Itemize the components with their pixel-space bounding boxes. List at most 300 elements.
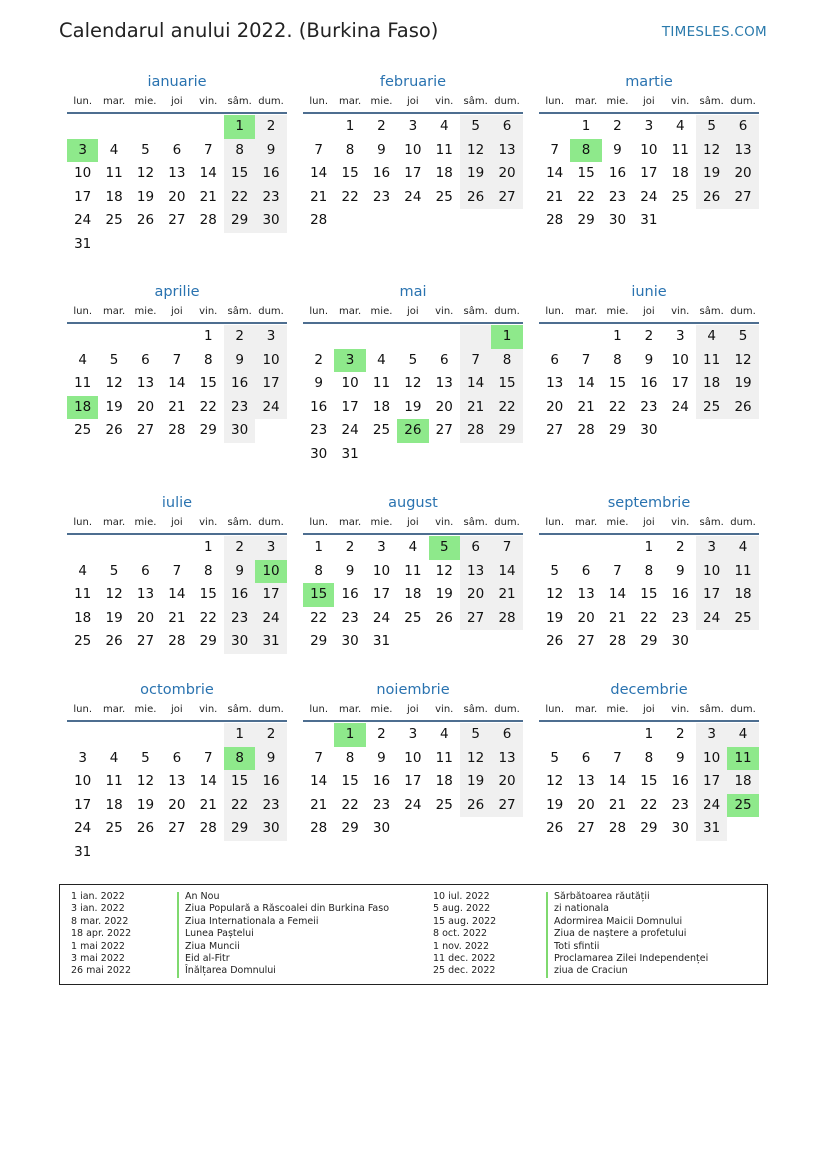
day-cell[interactable]: 29: [199, 422, 217, 439]
day-cell[interactable]: 19: [727, 372, 758, 396]
day-cell[interactable]: 9: [255, 747, 286, 771]
day-cell[interactable]: 29: [640, 633, 658, 650]
day-cell[interactable]: 15: [640, 586, 658, 603]
day-cell[interactable]: 11: [727, 560, 758, 584]
day-cell[interactable]: 30: [224, 419, 255, 443]
day-cell[interactable]: 17: [404, 773, 422, 790]
day-cell[interactable]: 2: [224, 536, 255, 560]
day-cell[interactable]: 22: [199, 609, 217, 626]
day-cell[interactable]: 23: [640, 398, 658, 415]
day-cell[interactable]: 20: [727, 162, 758, 186]
day-cell[interactable]: 18: [727, 770, 758, 794]
day-cell[interactable]: 16: [310, 398, 328, 415]
day-cell[interactable]: 17: [671, 375, 689, 392]
day-cell[interactable]: 9: [255, 139, 286, 163]
day-cell[interactable]: 16: [640, 375, 658, 392]
day-cell[interactable]: 18: [105, 796, 123, 813]
day-cell[interactable]: 1: [224, 115, 255, 139]
day-cell[interactable]: 2: [255, 115, 286, 139]
day-cell[interactable]: 22: [608, 398, 627, 415]
day-cell[interactable]: 23: [255, 186, 286, 210]
day-cell[interactable]: 3: [255, 325, 286, 349]
day-cell[interactable]: 30: [640, 422, 658, 439]
day-cell[interactable]: 12: [435, 562, 453, 579]
day-cell[interactable]: 11: [105, 165, 123, 182]
day-cell[interactable]: 21: [460, 396, 491, 420]
brand-link[interactable]: TIMESLES.COM: [661, 24, 767, 40]
day-cell[interactable]: 12: [460, 139, 491, 163]
day-cell[interactable]: 3: [255, 536, 286, 560]
day-cell[interactable]: 15: [491, 372, 522, 396]
day-cell[interactable]: 16: [671, 586, 689, 603]
day-cell[interactable]: 14: [168, 375, 186, 392]
day-cell[interactable]: 29: [310, 633, 328, 650]
day-cell[interactable]: 1: [491, 325, 522, 349]
day-cell[interactable]: 20: [577, 609, 595, 626]
day-cell[interactable]: 8: [314, 562, 323, 579]
day-cell[interactable]: 20: [460, 583, 491, 607]
day-cell[interactable]: 25: [727, 607, 758, 631]
day-cell[interactable]: 13: [460, 560, 491, 584]
day-cell[interactable]: 20: [435, 398, 453, 415]
day-cell[interactable]: 29: [224, 209, 255, 233]
day-cell[interactable]: 9: [377, 141, 386, 158]
day-cell[interactable]: 20: [136, 398, 155, 415]
day-cell[interactable]: 9: [314, 375, 323, 392]
day-cell[interactable]: 26: [136, 212, 155, 229]
day-cell[interactable]: 3: [644, 118, 654, 134]
day-cell[interactable]: 20: [491, 770, 522, 794]
day-cell[interactable]: 22: [199, 398, 217, 415]
day-cell[interactable]: 30: [671, 820, 689, 837]
day-cell[interactable]: 3: [377, 539, 386, 555]
day-cell[interactable]: 13: [727, 139, 758, 163]
day-cell[interactable]: 3: [696, 536, 727, 560]
day-cell[interactable]: 25: [435, 188, 453, 205]
day-cell[interactable]: 21: [608, 796, 627, 813]
day-cell[interactable]: 17: [341, 398, 359, 415]
day-cell[interactable]: 11: [372, 375, 391, 392]
day-cell[interactable]: 13: [546, 375, 564, 392]
day-cell[interactable]: 21: [577, 398, 595, 415]
day-cell[interactable]: 25: [105, 212, 123, 229]
day-cell[interactable]: 19: [105, 609, 123, 626]
day-cell[interactable]: 26: [696, 186, 727, 210]
day-cell[interactable]: 2: [613, 118, 622, 134]
day-cell[interactable]: 29: [199, 633, 217, 650]
day-cell[interactable]: 2: [675, 726, 685, 742]
day-cell[interactable]: 10: [74, 773, 92, 790]
day-cell[interactable]: 10: [372, 562, 391, 579]
day-cell[interactable]: 27: [136, 633, 155, 650]
day-cell[interactable]: 8: [345, 141, 355, 158]
day-cell[interactable]: 21: [310, 796, 328, 813]
day-cell[interactable]: 10: [404, 749, 422, 766]
day-cell[interactable]: 6: [550, 351, 559, 368]
day-cell[interactable]: 5: [109, 562, 119, 579]
day-cell[interactable]: 1: [613, 328, 622, 344]
day-cell[interactable]: 12: [136, 773, 155, 790]
day-cell[interactable]: 29: [577, 212, 595, 229]
day-cell[interactable]: 5: [141, 141, 150, 158]
day-cell[interactable]: 1: [644, 726, 654, 742]
day-cell[interactable]: 10: [74, 165, 92, 182]
day-cell[interactable]: 12: [136, 165, 155, 182]
day-cell[interactable]: 31: [341, 445, 359, 462]
day-cell[interactable]: 21: [199, 796, 217, 813]
day-cell[interactable]: 8: [644, 749, 654, 766]
day-cell[interactable]: 26: [460, 186, 491, 210]
day-cell[interactable]: 23: [341, 609, 359, 626]
day-cell[interactable]: 19: [460, 162, 491, 186]
day-cell[interactable]: 3: [408, 726, 418, 742]
day-cell[interactable]: 24: [341, 422, 359, 439]
day-cell[interactable]: 18: [404, 586, 422, 603]
day-cell[interactable]: 7: [491, 536, 522, 560]
day-cell[interactable]: 23: [255, 794, 286, 818]
day-cell[interactable]: 8: [203, 351, 213, 368]
day-cell[interactable]: 26: [546, 820, 564, 837]
day-cell[interactable]: 16: [341, 586, 359, 603]
day-cell[interactable]: 6: [581, 749, 591, 766]
day-cell[interactable]: 16: [372, 165, 391, 182]
day-cell[interactable]: 20: [168, 188, 186, 205]
day-cell[interactable]: 12: [546, 586, 564, 603]
day-cell[interactable]: 11: [74, 586, 92, 603]
day-cell[interactable]: 17: [696, 583, 727, 607]
day-cell[interactable]: 7: [172, 562, 182, 579]
day-cell[interactable]: 22: [341, 796, 359, 813]
day-cell[interactable]: 28: [310, 820, 328, 837]
day-cell[interactable]: 19: [546, 796, 564, 813]
day-cell[interactable]: 1: [334, 723, 365, 747]
day-cell[interactable]: 18: [105, 188, 123, 205]
day-cell[interactable]: 2: [224, 325, 255, 349]
day-cell[interactable]: 10: [696, 560, 727, 584]
day-cell[interactable]: 2: [314, 351, 323, 368]
day-cell[interactable]: 13: [577, 773, 595, 790]
day-cell[interactable]: 9: [644, 351, 654, 368]
day-cell[interactable]: 30: [255, 817, 286, 841]
day-cell[interactable]: 17: [255, 372, 286, 396]
day-cell[interactable]: 26: [435, 609, 453, 626]
day-cell[interactable]: 12: [546, 773, 564, 790]
day-cell[interactable]: 3: [675, 328, 685, 344]
day-cell[interactable]: 19: [404, 398, 422, 415]
day-cell[interactable]: 27: [168, 820, 186, 837]
day-cell[interactable]: 4: [78, 351, 87, 368]
day-cell[interactable]: 16: [224, 372, 255, 396]
day-cell[interactable]: 28: [168, 422, 186, 439]
day-cell[interactable]: 29: [491, 419, 522, 443]
day-cell[interactable]: 6: [141, 562, 150, 579]
day-cell[interactable]: 4: [408, 539, 418, 555]
day-cell[interactable]: 23: [372, 188, 391, 205]
day-cell[interactable]: 14: [577, 375, 595, 392]
day-cell[interactable]: 4: [727, 536, 758, 560]
day-cell[interactable]: 17: [640, 165, 658, 182]
day-cell[interactable]: 7: [613, 562, 622, 579]
day-cell[interactable]: 3: [78, 749, 87, 766]
day-cell[interactable]: 24: [671, 398, 689, 415]
day-cell[interactable]: 24: [640, 188, 658, 205]
day-cell[interactable]: 5: [141, 749, 150, 766]
day-cell[interactable]: 27: [435, 422, 453, 439]
day-cell[interactable]: 16: [255, 770, 286, 794]
day-cell[interactable]: 12: [727, 349, 758, 373]
day-cell[interactable]: 31: [74, 843, 92, 860]
day-cell[interactable]: 9: [224, 349, 255, 373]
day-cell[interactable]: 5: [550, 749, 559, 766]
day-cell[interactable]: 7: [172, 351, 182, 368]
day-cell[interactable]: 26: [136, 820, 155, 837]
day-cell[interactable]: 29: [608, 422, 627, 439]
day-cell[interactable]: 24: [74, 820, 92, 837]
day-cell[interactable]: 22: [224, 186, 255, 210]
day-cell[interactable]: 14: [168, 586, 186, 603]
day-cell[interactable]: 25: [435, 796, 453, 813]
day-cell[interactable]: 14: [310, 165, 328, 182]
day-cell[interactable]: 1: [224, 723, 255, 747]
day-cell[interactable]: 15: [224, 770, 255, 794]
day-cell[interactable]: 21: [546, 188, 564, 205]
day-cell[interactable]: 13: [136, 586, 155, 603]
day-cell[interactable]: 25: [727, 794, 758, 818]
day-cell[interactable]: 18: [67, 396, 98, 420]
day-cell[interactable]: 13: [168, 165, 186, 182]
day-cell[interactable]: 6: [172, 749, 182, 766]
day-cell[interactable]: 25: [696, 396, 727, 420]
day-cell[interactable]: 28: [608, 633, 627, 650]
day-cell[interactable]: 23: [671, 609, 689, 626]
day-cell[interactable]: 16: [671, 773, 689, 790]
day-cell[interactable]: 9: [224, 560, 255, 584]
day-cell[interactable]: 19: [460, 770, 491, 794]
day-cell[interactable]: 18: [727, 583, 758, 607]
day-cell[interactable]: 17: [74, 796, 92, 813]
day-cell[interactable]: 1: [644, 539, 654, 555]
day-cell[interactable]: 10: [341, 375, 359, 392]
day-cell[interactable]: 8: [644, 562, 654, 579]
day-cell[interactable]: 13: [577, 586, 595, 603]
day-cell[interactable]: 27: [491, 186, 522, 210]
day-cell[interactable]: 19: [136, 188, 155, 205]
day-cell[interactable]: 21: [310, 188, 328, 205]
day-cell[interactable]: 7: [203, 141, 213, 158]
day-cell[interactable]: 24: [404, 796, 422, 813]
day-cell[interactable]: 18: [696, 372, 727, 396]
day-cell[interactable]: 16: [224, 583, 255, 607]
day-cell[interactable]: 6: [439, 351, 449, 368]
day-cell[interactable]: 28: [168, 633, 186, 650]
day-cell[interactable]: 1: [581, 118, 591, 134]
day-cell[interactable]: 22: [491, 396, 522, 420]
day-cell[interactable]: 18: [372, 398, 391, 415]
day-cell[interactable]: 5: [460, 115, 491, 139]
day-cell[interactable]: 10: [404, 141, 422, 158]
day-cell[interactable]: 23: [224, 396, 255, 420]
day-cell[interactable]: 28: [608, 820, 627, 837]
day-cell[interactable]: 30: [255, 209, 286, 233]
day-cell[interactable]: 14: [199, 773, 217, 790]
day-cell[interactable]: 24: [404, 188, 422, 205]
day-cell[interactable]: 22: [224, 794, 255, 818]
day-cell[interactable]: 8: [570, 139, 601, 163]
day-cell[interactable]: 26: [105, 422, 123, 439]
day-cell[interactable]: 16: [608, 165, 627, 182]
day-cell[interactable]: 4: [109, 749, 119, 766]
day-cell[interactable]: 22: [640, 609, 658, 626]
day-cell[interactable]: 13: [435, 375, 453, 392]
day-cell[interactable]: 13: [491, 139, 522, 163]
day-cell[interactable]: 21: [168, 609, 186, 626]
day-cell[interactable]: 31: [640, 212, 658, 229]
day-cell[interactable]: 5: [460, 723, 491, 747]
day-cell[interactable]: 26: [546, 633, 564, 650]
day-cell[interactable]: 21: [168, 398, 186, 415]
day-cell[interactable]: 31: [255, 630, 286, 654]
day-cell[interactable]: 28: [491, 607, 522, 631]
day-cell[interactable]: 23: [372, 796, 391, 813]
day-cell[interactable]: 30: [372, 820, 391, 837]
day-cell[interactable]: 7: [314, 749, 323, 766]
day-cell[interactable]: 11: [727, 747, 758, 771]
day-cell[interactable]: 20: [491, 162, 522, 186]
day-cell[interactable]: 2: [377, 118, 386, 134]
day-cell[interactable]: 13: [491, 747, 522, 771]
day-cell[interactable]: 31: [74, 235, 92, 252]
day-cell[interactable]: 24: [255, 396, 286, 420]
day-cell[interactable]: 25: [671, 188, 689, 205]
day-cell[interactable]: 28: [460, 419, 491, 443]
day-cell[interactable]: 20: [136, 609, 155, 626]
day-cell[interactable]: 4: [439, 118, 449, 134]
day-cell[interactable]: 17: [372, 586, 391, 603]
day-cell[interactable]: 21: [491, 583, 522, 607]
day-cell[interactable]: 22: [640, 796, 658, 813]
day-cell[interactable]: 6: [172, 141, 182, 158]
day-cell[interactable]: 20: [546, 398, 564, 415]
day-cell[interactable]: 20: [577, 796, 595, 813]
day-cell[interactable]: 5: [408, 351, 418, 368]
day-cell[interactable]: 19: [546, 609, 564, 626]
day-cell[interactable]: 29: [640, 820, 658, 837]
day-cell[interactable]: 14: [608, 773, 627, 790]
day-cell[interactable]: 19: [435, 586, 453, 603]
day-cell[interactable]: 14: [608, 586, 627, 603]
day-cell[interactable]: 15: [199, 586, 217, 603]
day-cell[interactable]: 10: [696, 747, 727, 771]
day-cell[interactable]: 17: [255, 583, 286, 607]
day-cell[interactable]: 15: [577, 165, 595, 182]
day-cell[interactable]: 4: [727, 723, 758, 747]
day-cell[interactable]: 2: [675, 539, 685, 555]
day-cell[interactable]: 9: [675, 749, 685, 766]
day-cell[interactable]: 29: [341, 820, 359, 837]
day-cell[interactable]: 1: [345, 118, 355, 134]
day-cell[interactable]: 5: [727, 325, 758, 349]
day-cell[interactable]: 6: [581, 562, 591, 579]
day-cell[interactable]: 23: [310, 422, 328, 439]
day-cell[interactable]: 24: [696, 794, 727, 818]
day-cell[interactable]: 13: [168, 773, 186, 790]
day-cell[interactable]: 9: [377, 749, 386, 766]
day-cell[interactable]: 17: [696, 770, 727, 794]
day-cell[interactable]: 14: [491, 560, 522, 584]
day-cell[interactable]: 24: [696, 607, 727, 631]
day-cell[interactable]: 15: [303, 583, 334, 607]
day-cell[interactable]: 2: [644, 328, 654, 344]
day-cell[interactable]: 25: [74, 422, 92, 439]
day-cell[interactable]: 22: [310, 609, 328, 626]
day-cell[interactable]: 4: [696, 325, 727, 349]
day-cell[interactable]: 25: [105, 820, 123, 837]
day-cell[interactable]: 2: [255, 723, 286, 747]
day-cell[interactable]: 7: [613, 749, 622, 766]
day-cell[interactable]: 11: [671, 141, 689, 158]
day-cell[interactable]: 12: [460, 747, 491, 771]
day-cell[interactable]: 27: [136, 422, 155, 439]
day-cell[interactable]: 21: [608, 609, 627, 626]
day-cell[interactable]: 19: [696, 162, 727, 186]
day-cell[interactable]: 5: [429, 536, 460, 560]
day-cell[interactable]: 2: [345, 539, 355, 555]
day-cell[interactable]: 17: [74, 188, 92, 205]
day-cell[interactable]: 2: [377, 726, 386, 742]
day-cell[interactable]: 15: [341, 773, 359, 790]
day-cell[interactable]: 1: [203, 328, 213, 344]
day-cell[interactable]: 19: [136, 796, 155, 813]
day-cell[interactable]: 12: [105, 375, 123, 392]
day-cell[interactable]: 31: [372, 633, 391, 650]
day-cell[interactable]: 23: [671, 796, 689, 813]
day-cell[interactable]: 1: [314, 539, 323, 555]
day-cell[interactable]: 11: [74, 375, 92, 392]
day-cell[interactable]: 3: [67, 139, 98, 163]
day-cell[interactable]: 11: [696, 349, 727, 373]
day-cell[interactable]: 14: [310, 773, 328, 790]
day-cell[interactable]: 18: [74, 609, 92, 626]
day-cell[interactable]: 14: [460, 372, 491, 396]
day-cell[interactable]: 30: [671, 633, 689, 650]
day-cell[interactable]: 31: [696, 817, 727, 841]
day-cell[interactable]: 9: [675, 562, 685, 579]
day-cell[interactable]: 8: [224, 139, 255, 163]
day-cell[interactable]: 1: [203, 539, 213, 555]
day-cell[interactable]: 17: [404, 165, 422, 182]
day-cell[interactable]: 5: [550, 562, 559, 579]
day-cell[interactable]: 5: [109, 351, 119, 368]
day-cell[interactable]: 25: [74, 633, 92, 650]
day-cell[interactable]: 24: [74, 212, 92, 229]
day-cell[interactable]: 27: [460, 607, 491, 631]
day-cell[interactable]: 4: [78, 562, 87, 579]
day-cell[interactable]: 16: [372, 773, 391, 790]
day-cell[interactable]: 24: [372, 609, 391, 626]
day-cell[interactable]: 19: [105, 398, 123, 415]
day-cell[interactable]: 14: [199, 165, 217, 182]
day-cell[interactable]: 10: [255, 349, 286, 373]
day-cell[interactable]: 30: [224, 630, 255, 654]
day-cell[interactable]: 27: [577, 820, 595, 837]
day-cell[interactable]: 25: [372, 422, 391, 439]
day-cell[interactable]: 28: [577, 422, 595, 439]
day-cell[interactable]: 27: [727, 186, 758, 210]
day-cell[interactable]: 15: [199, 375, 217, 392]
day-cell[interactable]: 21: [199, 188, 217, 205]
day-cell[interactable]: 27: [577, 633, 595, 650]
day-cell[interactable]: 28: [546, 212, 564, 229]
